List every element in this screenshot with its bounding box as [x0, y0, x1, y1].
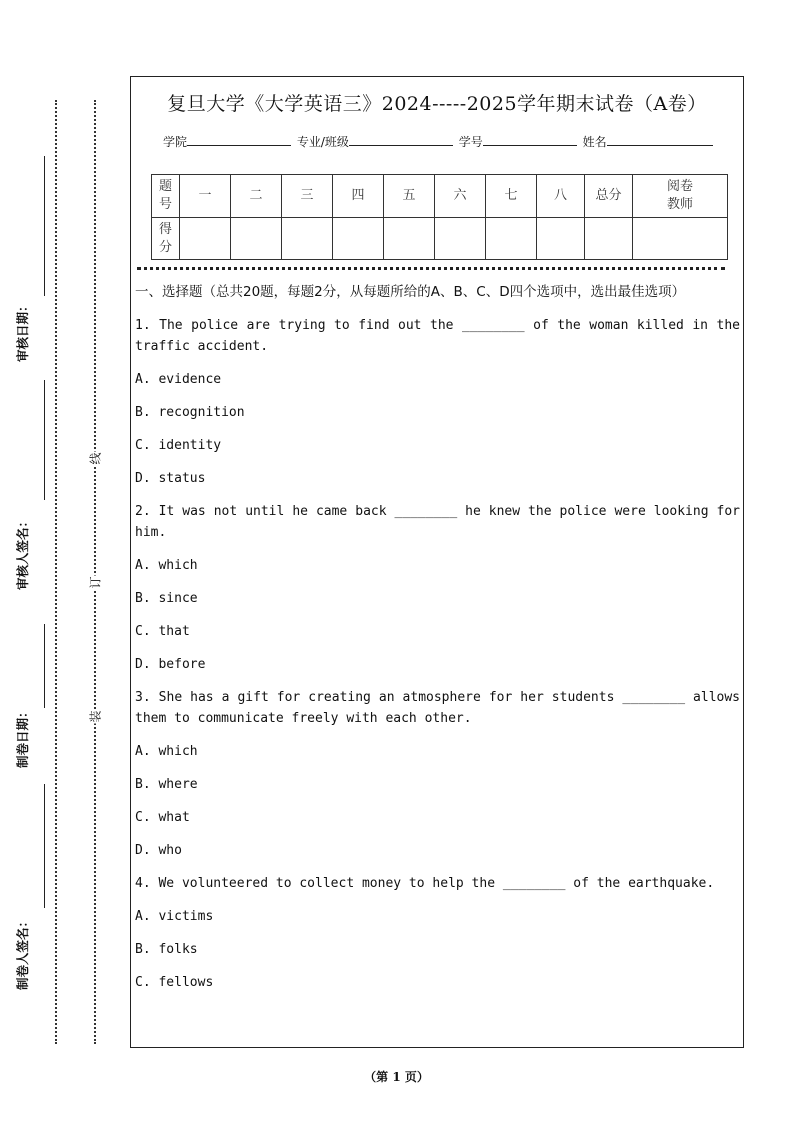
- col-5: 五: [384, 175, 435, 218]
- q1-option-d[interactable]: D. status: [135, 471, 206, 486]
- score-cell[interactable]: [384, 218, 435, 260]
- q1-option-a[interactable]: A. evidence: [135, 372, 222, 387]
- q2-option-b[interactable]: B. since: [135, 591, 198, 606]
- score-cell[interactable]: [282, 218, 333, 260]
- q3-option-a[interactable]: A. which: [135, 744, 198, 759]
- score-label: 得 分: [152, 218, 180, 260]
- major-class-field[interactable]: [349, 133, 453, 146]
- question-number-label: 题 号: [152, 175, 180, 218]
- score-cell[interactable]: [537, 218, 585, 260]
- col-3: 三: [282, 175, 333, 218]
- q4-option-a[interactable]: A. victims: [135, 909, 214, 924]
- binding-char-bind: 装: [88, 710, 103, 723]
- col-8: 八: [537, 175, 585, 218]
- question-1: 1. The police are trying to find out the ________ of the woman killed in the traffic accident.: [135, 318, 740, 354]
- col-2: 二: [231, 175, 282, 218]
- question-4: 4. We volunteered to collect money to help the ________ of the earthquake.: [135, 876, 715, 891]
- college-label: 学院: [163, 135, 188, 149]
- q2-option-d[interactable]: D. before: [135, 657, 206, 672]
- q3-option-d[interactable]: D. who: [135, 843, 182, 858]
- q4-option-c[interactable]: C. fellows: [135, 975, 214, 990]
- question-3: 3. She has a gift for creating an atmosphere for her students ________ allows them to communicate freely with each other.: [135, 690, 740, 726]
- score-cell[interactable]: [435, 218, 486, 260]
- score-cell[interactable]: [486, 218, 537, 260]
- grader-cell[interactable]: [633, 218, 728, 260]
- exam-frame: [130, 76, 744, 1048]
- score-cell[interactable]: [231, 218, 282, 260]
- section-title: 一、选择题（总共20题，每题2分，从每题所给的A、B、C、D四个选项中，选出最佳选项）: [135, 284, 686, 300]
- score-cell[interactable]: [180, 218, 231, 260]
- review-date-line: [44, 156, 45, 296]
- page-number: （第 1 页）: [364, 1070, 429, 1084]
- exam-title: 复旦大学《大学英语三》2024-----2025学年期末试卷（A卷）: [167, 93, 707, 115]
- binding-dotted-line-outer: [55, 100, 57, 1044]
- college-field[interactable]: [187, 133, 291, 146]
- q2-option-a[interactable]: A. which: [135, 558, 198, 573]
- preparer-signature-line: [44, 784, 45, 908]
- question-content: [135, 282, 740, 1005]
- student-id-field[interactable]: [483, 133, 577, 146]
- q1-option-c[interactable]: C. identity: [135, 438, 222, 453]
- q4-option-b[interactable]: B. folks: [135, 942, 198, 957]
- binding-char-order: 订: [88, 576, 103, 589]
- q2-option-c[interactable]: C. that: [135, 624, 190, 639]
- q3-option-c[interactable]: C. what: [135, 810, 190, 825]
- col-1: 一: [180, 175, 231, 218]
- col-7: 七: [486, 175, 537, 218]
- binding-dotted-line-inner: [94, 100, 96, 1044]
- col-4: 四: [333, 175, 384, 218]
- col-total: 总分: [585, 175, 633, 218]
- score-table: [151, 174, 728, 260]
- prepare-date-line: [44, 624, 45, 708]
- score-table-header-row: [152, 175, 728, 218]
- question-2: 2. It was not until he came back ________ he knew the police were looking for him.: [135, 504, 740, 540]
- student-info-row: [163, 133, 715, 150]
- q1-option-b[interactable]: B. recognition: [135, 405, 245, 420]
- col-6: 六: [435, 175, 486, 218]
- name-label: 姓名: [582, 135, 607, 149]
- q3-option-b[interactable]: B. where: [135, 777, 198, 792]
- name-field[interactable]: [607, 133, 713, 146]
- score-table-score-row: [152, 218, 728, 260]
- binding-char-line: 线: [88, 452, 103, 465]
- major-class-label: 专业/班级: [296, 135, 349, 149]
- score-cell[interactable]: [333, 218, 384, 260]
- score-total-cell[interactable]: [585, 218, 633, 260]
- dotted-separator: [137, 267, 725, 270]
- student-id-label: 学号: [458, 135, 483, 149]
- reviewer-signature-line: [44, 380, 45, 500]
- col-grader: 阅卷 教师: [633, 175, 728, 218]
